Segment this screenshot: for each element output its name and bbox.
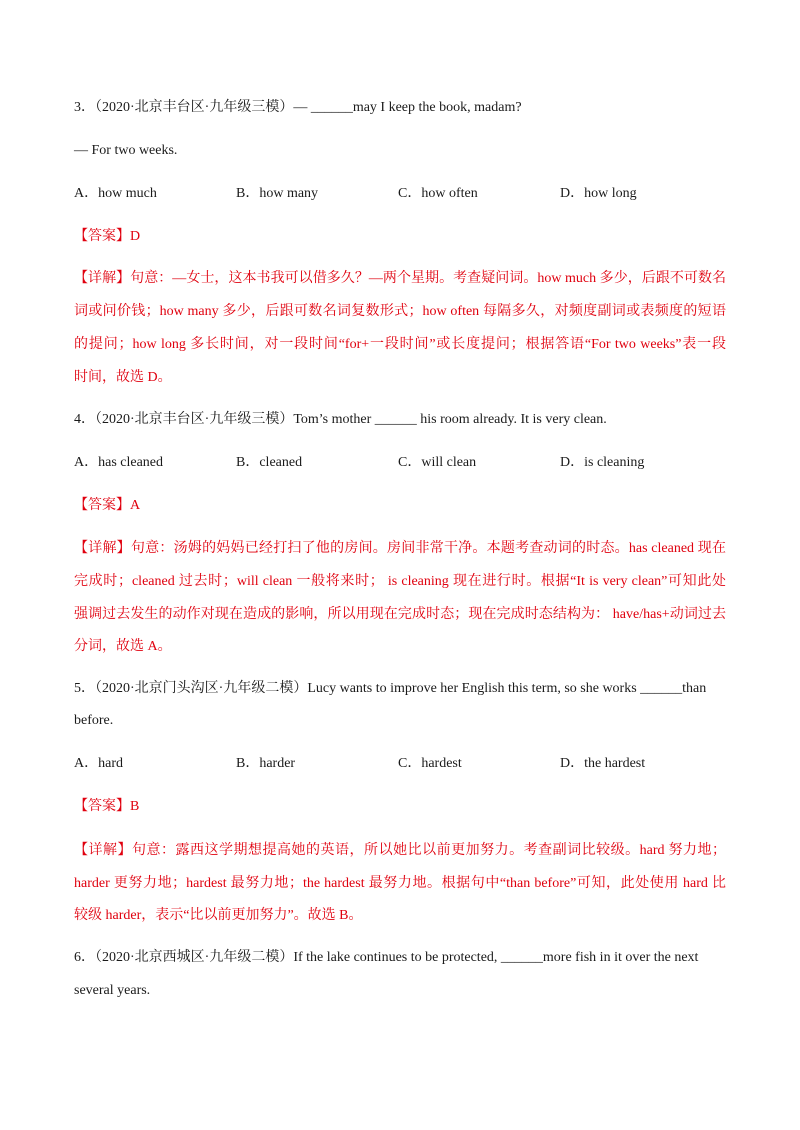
option-a: A．hard xyxy=(74,756,123,771)
detail-label: 【详解】 xyxy=(74,843,133,858)
option-c: C．will clean xyxy=(398,455,477,470)
question-4-detail-line-3: 强调过去发生的动作对现在造成的影响，所以用现在完成时态；现在完成时态结构为： have/has+动词过去 xyxy=(74,607,726,622)
answer-value: B xyxy=(130,799,140,814)
question-source: （2020·北京丰台区·九年级三模） xyxy=(95,412,294,427)
detail-text: 句意：—女士，这本书我可以借多久？—两个星期。考查疑问词。how much 多少，后跟不可数名 xyxy=(130,271,726,286)
question-5-stem-continued: before. xyxy=(74,713,114,728)
detail-text: 句意：汤姆的妈妈已经打扫了他的房间。房间非常干净。本题考查动词的时态。has cleaned 现在 xyxy=(130,541,727,556)
question-4-stem xyxy=(74,410,726,430)
question-6-stem-continued: several years. xyxy=(74,983,151,998)
option-c: C．how often xyxy=(398,186,478,201)
option-d: D．the hardest xyxy=(560,756,646,771)
question-number: 4． xyxy=(74,412,95,427)
option-b: B．how many xyxy=(236,186,319,201)
question-3-detail-line-4: 时间，故选 D。 xyxy=(74,370,172,385)
question-3-stem xyxy=(74,98,726,118)
question-4-answer xyxy=(74,496,726,516)
detail-label: 【详解】 xyxy=(74,271,131,286)
question-source: （2020·北京门头沟区·九年级二模） xyxy=(95,681,308,696)
question-5-detail-line-1 xyxy=(74,841,726,861)
question-number: 3． xyxy=(74,100,95,115)
answer-value: D xyxy=(130,229,141,244)
question-4-detail-line-4: 分词，故选 A。 xyxy=(74,639,172,654)
detail-text: 句意：露西这学期想提高她的英语，所以她比以前更加努力。考查副词比较级。hard 努力地； xyxy=(132,843,727,858)
option-d: D．is cleaning xyxy=(560,455,645,470)
question-number: 6． xyxy=(74,950,95,965)
question-4-detail-line-2: 完成时；cleaned 过去时；will clean 一般将来时； is cleaning 现在进行时。根据“It is very clean”可知此处 xyxy=(74,574,726,589)
question-source: （2020·北京丰台区·九年级三模） xyxy=(95,100,294,115)
option-a: A．has cleaned xyxy=(74,455,164,470)
question-5-detail-line-2: harder 更努力地；hardest 最努力地；the hardest 最努力地。根据句中“than before”可知，此处使用 hard 比 xyxy=(74,876,726,891)
question-3-detail-line-1 xyxy=(74,269,726,289)
option-b: B．harder xyxy=(236,756,296,771)
answer-label: 【答案】 xyxy=(74,229,130,244)
question-3-reply: — For two weeks. xyxy=(74,143,178,158)
option-a: A．how much xyxy=(74,186,157,201)
answer-value: A xyxy=(130,498,141,513)
question-number: 5． xyxy=(74,681,95,696)
question-5-stem xyxy=(74,679,726,699)
question-3-detail-line-2: 词或问价钱；how many 多少，后跟可数名词复数形式；how often 每隔多久，对频度副词或表频度的短语 xyxy=(74,304,726,319)
question-6-stem xyxy=(74,948,726,968)
option-b: B．cleaned xyxy=(236,455,303,470)
question-text: — ______may I keep the book, madam? xyxy=(293,100,522,115)
question-source: （2020·北京西城区·九年级二模） xyxy=(95,950,294,965)
option-c: C．hardest xyxy=(398,756,462,771)
question-4-detail-line-1 xyxy=(74,539,726,559)
question-text: If the lake continues to be protected, ______more fish in it over the next xyxy=(293,950,699,965)
question-text: Tom’s mother ______ his room already. It is very clean. xyxy=(293,412,607,427)
question-5-detail-line-3: 较级 harder，表示“比以前更加努力”。故选 B。 xyxy=(74,908,363,923)
question-5-answer xyxy=(74,797,726,817)
option-d: D．how long xyxy=(560,186,637,201)
question-3-answer xyxy=(74,227,726,247)
question-3-detail-line-3: 的提问；how long 多长时间，对一段时间“for+一段时间”或长度提问；根据答语“For two weeks”表一段 xyxy=(74,337,726,352)
detail-label: 【详解】 xyxy=(74,541,131,556)
question-text: Lucy wants to improve her English this term, so she works ______than xyxy=(307,681,707,696)
answer-label: 【答案】 xyxy=(74,799,130,814)
answer-label: 【答案】 xyxy=(74,498,130,513)
